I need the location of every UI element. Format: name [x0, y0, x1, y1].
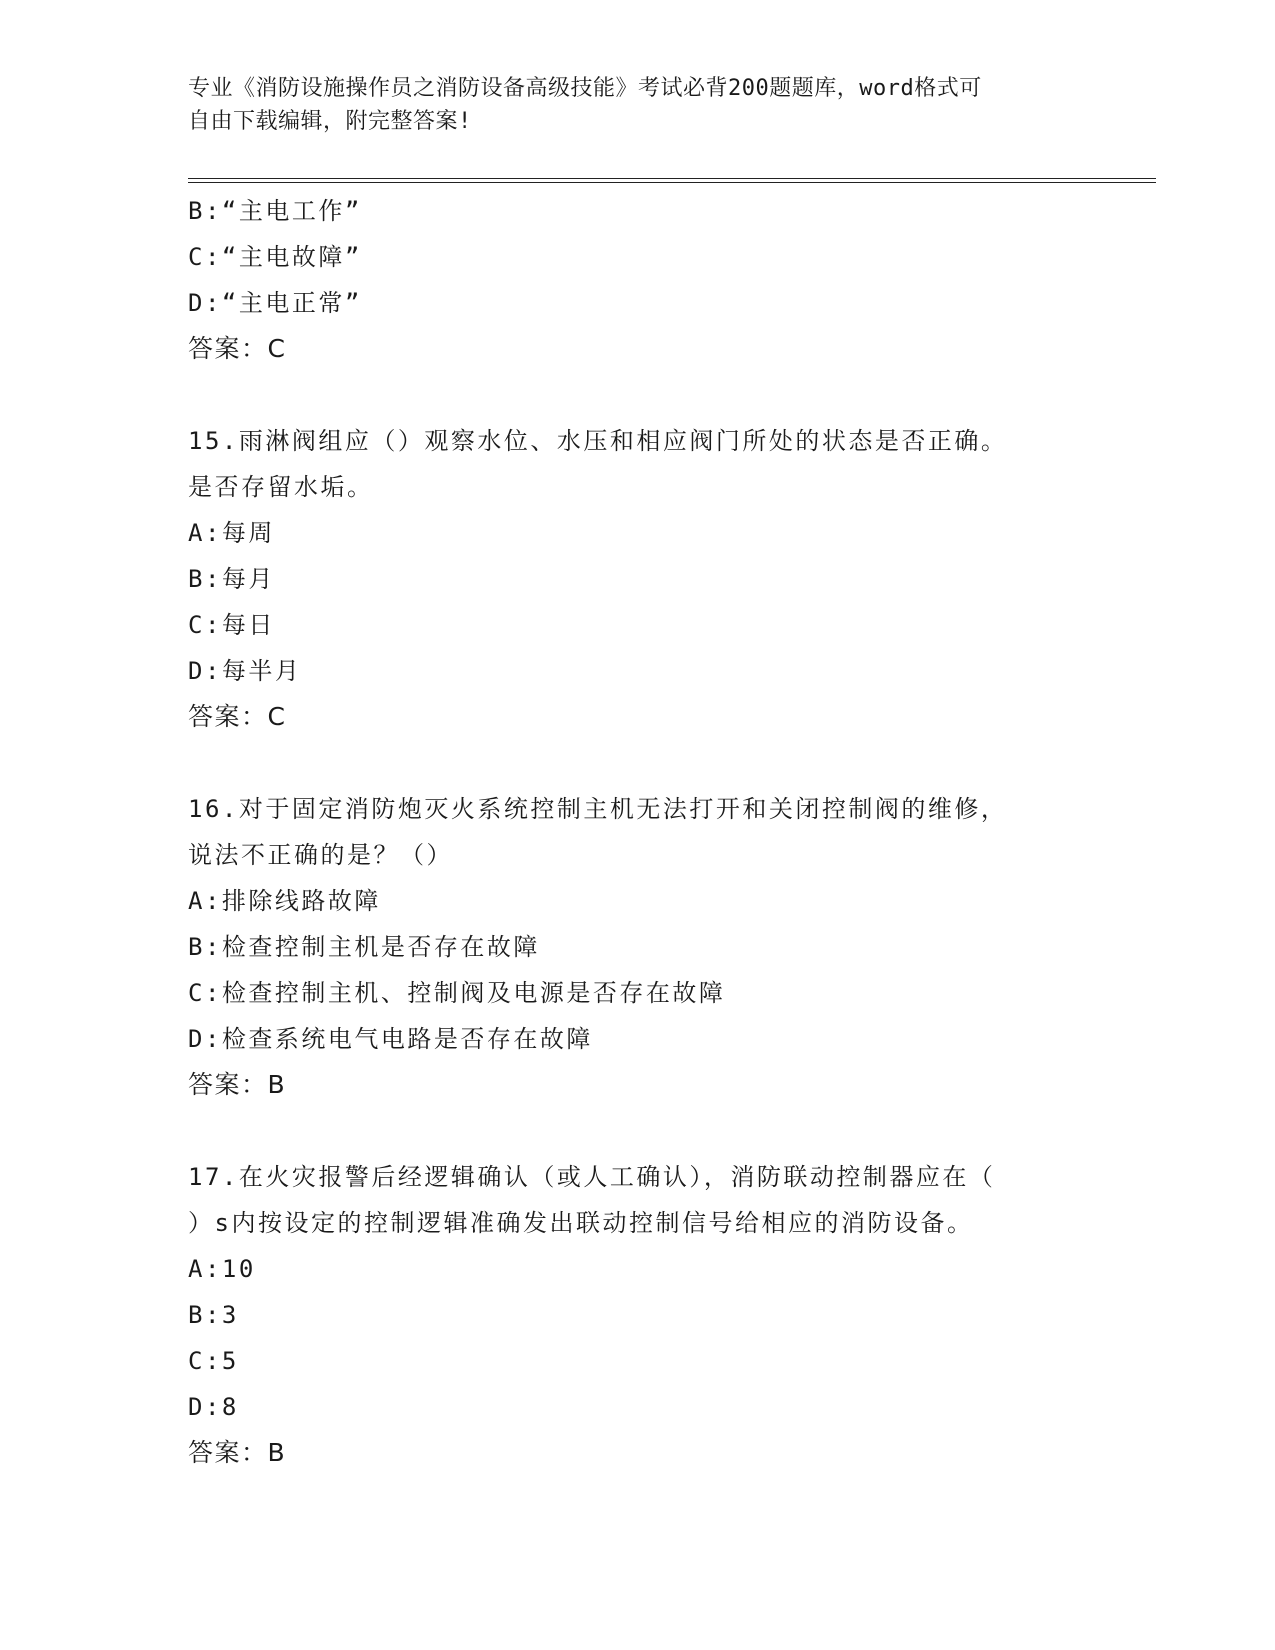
question-stem-line-2: 是否存留水垢。	[188, 473, 374, 501]
question-list	[188, 188, 1088, 1476]
option-a: A:每周	[188, 519, 275, 547]
question-stem-line-1: 16.对于固定消防炮灭火系统控制主机无法打开和关闭控制阀的维修，	[188, 795, 1008, 823]
question-15	[188, 418, 1088, 740]
option-a: A:排除线路故障	[188, 887, 381, 915]
option-d: D:“主电正常”	[188, 289, 362, 317]
question-stem-line-1: 17.在火灾报警后经逻辑确认（或人工确认），消防联动控制器应在（	[188, 1163, 996, 1191]
header-divider	[188, 178, 1156, 183]
option-a: A:10	[188, 1255, 256, 1283]
question-stem-line-1: 15.雨淋阀组应（）观察水位、水压和相应阀门所处的状态是否正确。	[188, 427, 1008, 455]
option-c: C:“主电故障”	[188, 243, 362, 271]
option-c: C:5	[188, 1347, 239, 1375]
question-17	[188, 1154, 1088, 1476]
question-stem-line-2: 说法不正确的是？（）	[188, 841, 453, 869]
option-c: C:检查控制主机、控制阀及电源是否存在故障	[188, 979, 726, 1007]
answer-line: 答案：B	[188, 1070, 287, 1099]
option-d: D:8	[188, 1393, 239, 1421]
option-b: B:3	[188, 1301, 239, 1329]
option-b: B:“主电工作”	[188, 197, 362, 225]
question-stem-line-2: ）s内按设定的控制逻辑准确发出联动控制信号给相应的消防设备。	[188, 1209, 974, 1237]
spacer	[188, 372, 1088, 418]
spacer	[188, 1108, 1088, 1154]
answer-line: 答案：C	[188, 334, 287, 363]
option-c: C:每日	[188, 611, 275, 639]
answer-line: 答案：B	[188, 1438, 287, 1467]
option-b: B:每月	[188, 565, 275, 593]
header-line-2: 自由下载编辑，附完整答案!	[188, 109, 472, 134]
question-14-tail	[188, 188, 1088, 372]
answer-line: 答案：C	[188, 702, 287, 731]
option-d: D:每半月	[188, 657, 302, 685]
spacer	[188, 740, 1088, 786]
question-16	[188, 786, 1088, 1108]
option-b: B:检查控制主机是否存在故障	[188, 933, 540, 961]
option-d: D:检查系统电气电路是否存在故障	[188, 1025, 593, 1053]
document-header	[188, 72, 1088, 138]
header-line-1: 专业《消防设施操作员之消防设备高级技能》考试必背200题题库，word格式可	[188, 76, 982, 101]
